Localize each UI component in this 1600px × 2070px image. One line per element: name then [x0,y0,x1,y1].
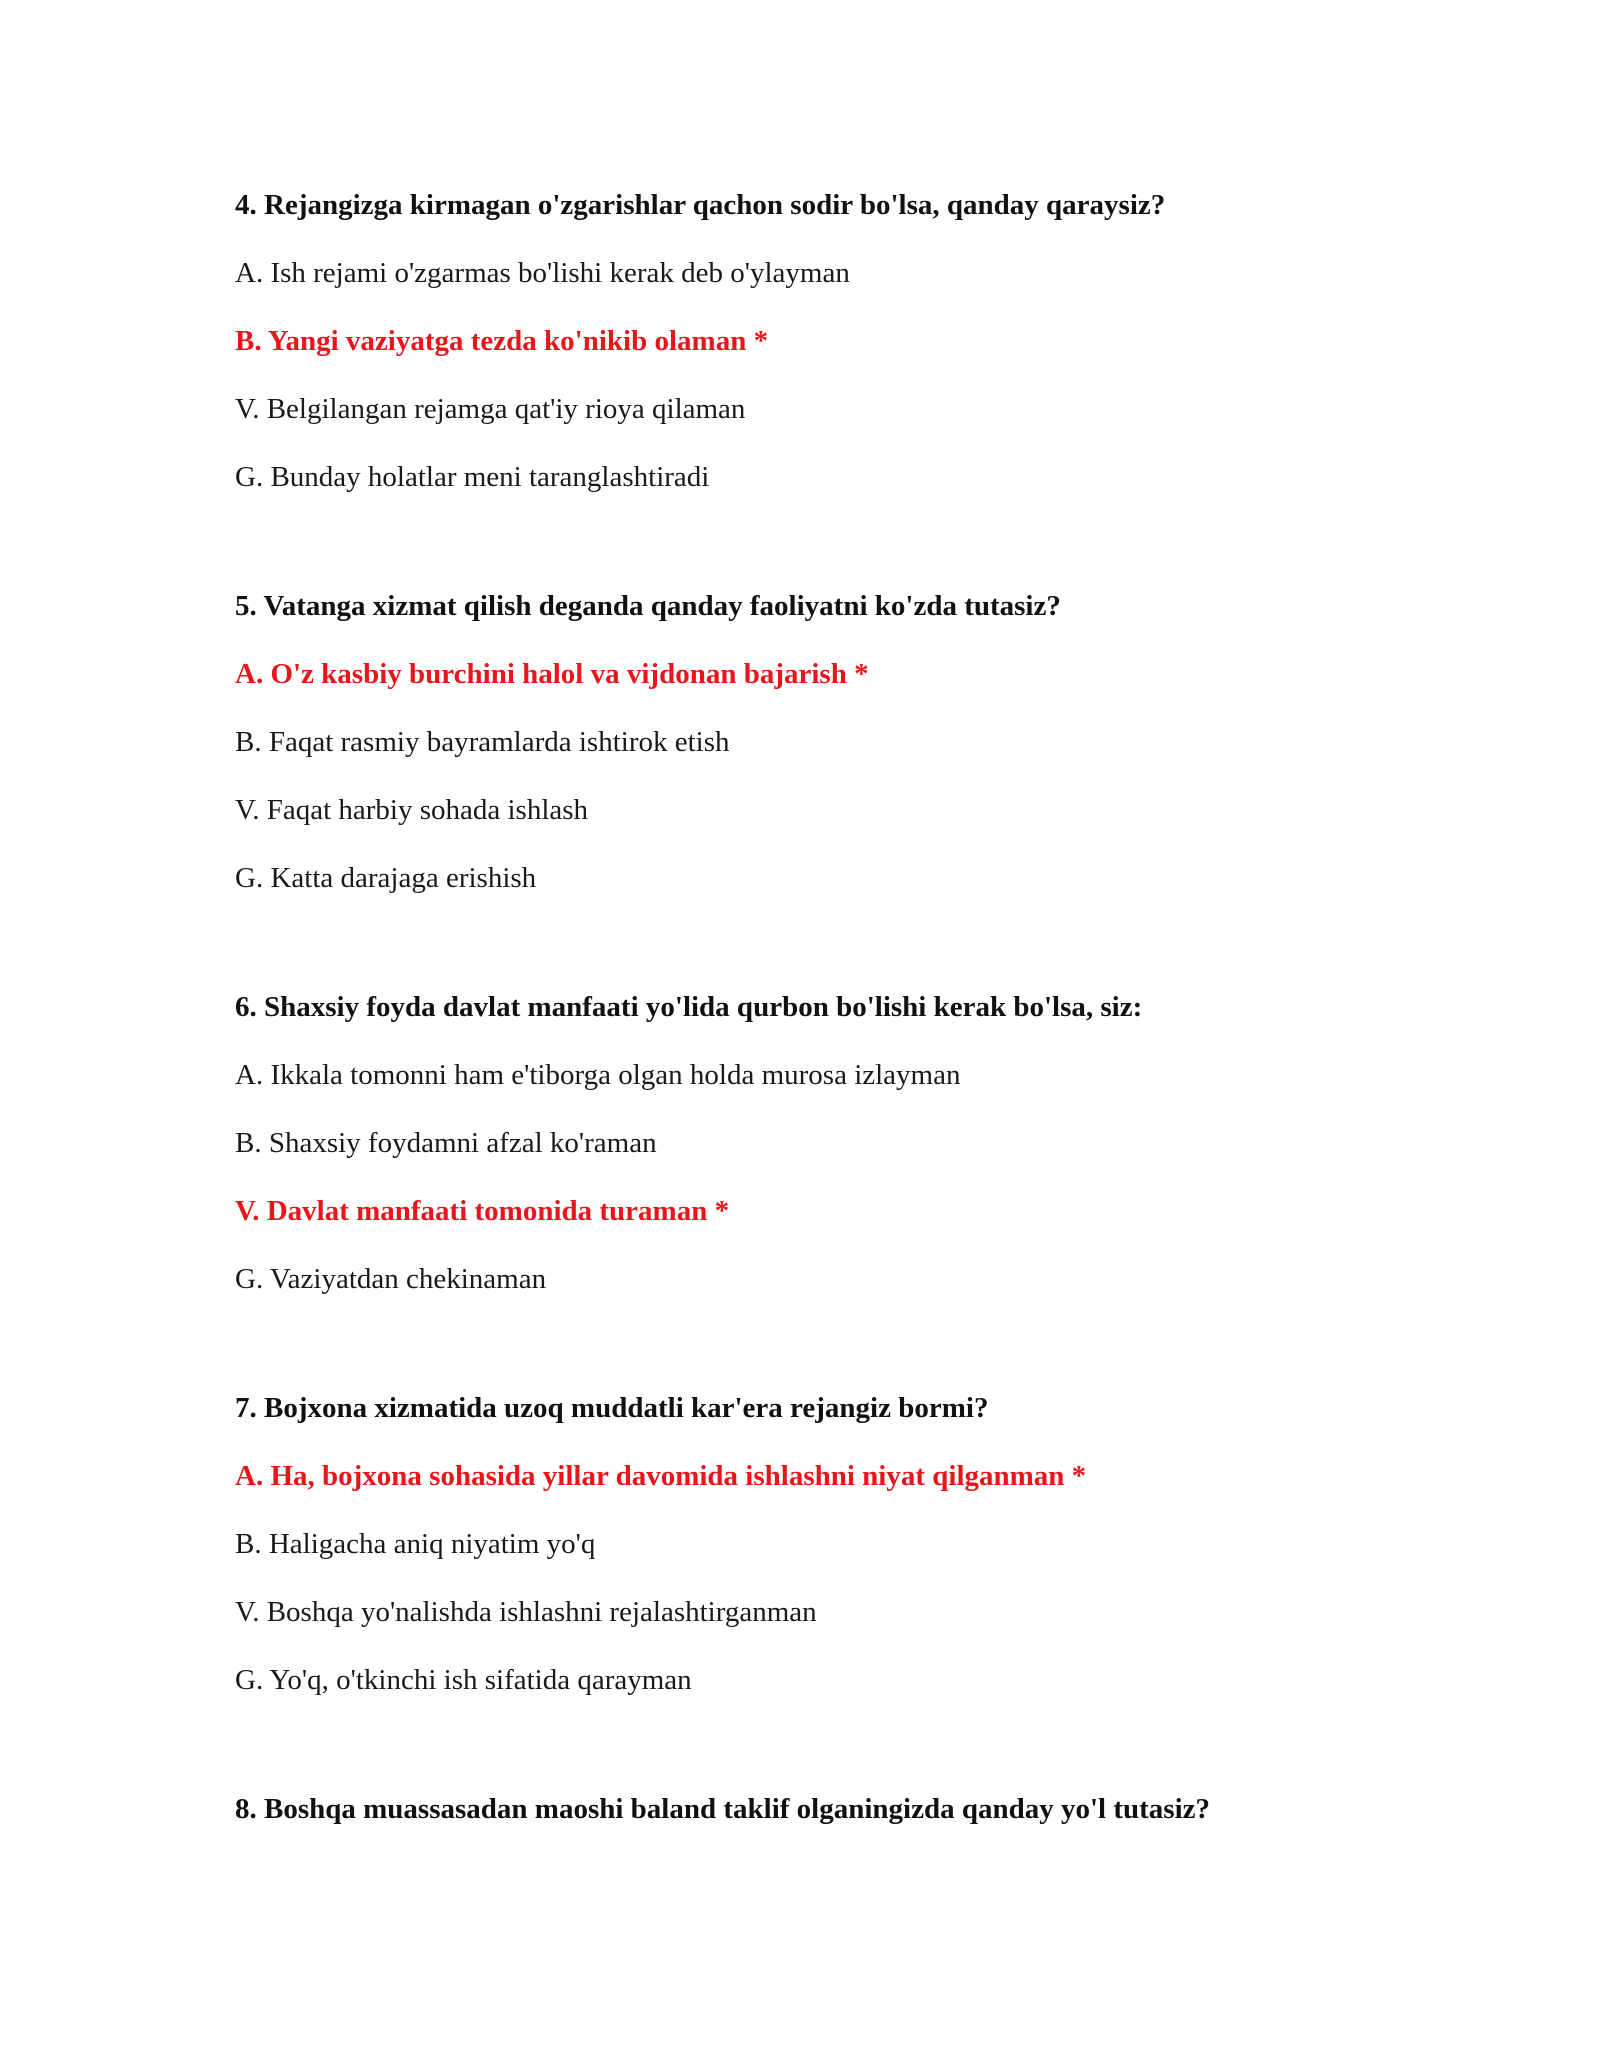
option-v-correct: V. Davlat manfaati tomonida turaman * [235,1195,730,1227]
option-g: G. Katta darajaga erishish [235,862,537,894]
option-g: G. Yo'q, o'tkinchi ish sifatida qarayman [235,1664,692,1696]
option-b: B. Haligacha aniq niyatim yo'q [235,1528,596,1560]
question-6 [235,990,1435,1296]
option-a-correct: A. Ha, bojxona sohasida yillar davomida ishlashni niyat qilganman * [235,1460,1087,1492]
option-g: G. Vaziyatdan chekinaman [235,1263,547,1295]
option-v: V. Faqat harbiy sohada ishlash [235,794,589,826]
option-a: A. Ikkala tomonni ham e'tiborga olgan holda murosa izlayman [235,1059,961,1091]
question-5 [235,589,1435,895]
question-title: 8. Boshqa muassasadan maoshi baland taklif olganingizda qanday yo'l tutasiz? [235,1793,1210,1825]
option-b: B. Faqat rasmiy bayramlarda ishtirok etish [235,726,730,758]
question-4 [235,188,1435,494]
question-title: 4. Rejangizga kirmagan o'zgarishlar qachon sodir bo'lsa, qanday qaraysiz? [235,189,1166,221]
option-v: V. Belgilangan rejamga qat'iy rioya qilaman [235,393,746,425]
option-g: G. Bunday holatlar meni taranglashtiradi [235,461,710,493]
question-title: 5. Vatanga xizmat qilish deganda qanday faoliyatni ko'zda tutasiz? [235,590,1061,622]
option-b: B. Shaxsiy foydamni afzal ko'raman [235,1127,657,1159]
question-7 [235,1391,1435,1697]
option-a: A. Ish rejami o'zgarmas bo'lishi kerak deb o'ylayman [235,257,850,289]
option-v: V. Boshqa yo'nalishda ishlashni rejalashtirganman [235,1596,817,1628]
option-a-correct: A. O'z kasbiy burchini halol va vijdonan bajarish * [235,658,869,690]
question-title: 7. Bojxona xizmatida uzoq muddatli kar'era rejangiz bormi? [235,1392,989,1424]
question-title: 6. Shaxsiy foyda davlat manfaati yo'lida qurbon bo'lishi kerak bo'lsa, siz: [235,991,1143,1023]
question-8 [235,1792,1435,1826]
option-b-correct: B. Yangi vaziyatga tezda ko'nikib olaman * [235,325,769,357]
